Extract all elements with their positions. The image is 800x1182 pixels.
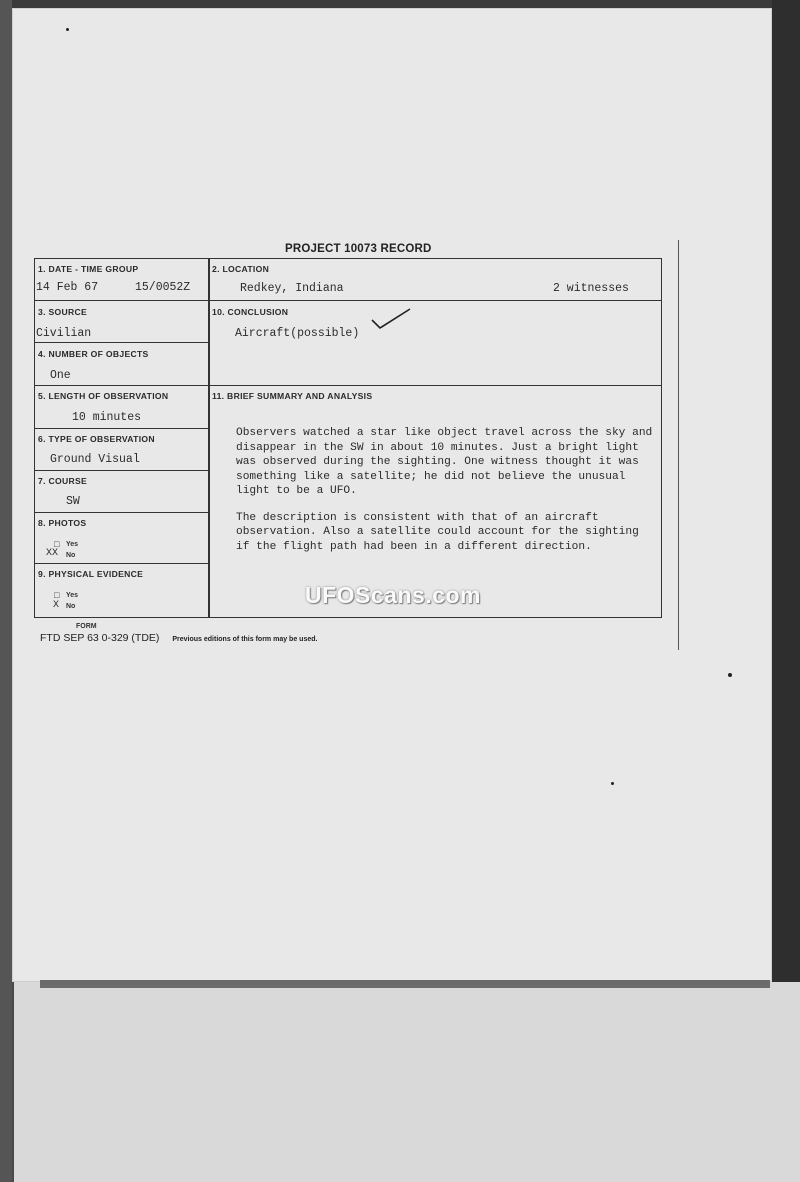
watermark: UFOScans.com [305, 582, 481, 608]
speck [66, 28, 69, 31]
footer-form-word: FORM [76, 623, 97, 630]
margin-line [678, 240, 679, 650]
summary-text [236, 426, 656, 566]
date-value: 14 Feb 67 [36, 281, 99, 294]
witnesses-value: 2 witnesses [553, 282, 629, 295]
summary-paragraph-2: The description is consistent with that of an aircraft observation. Also a satellite could account for the sighting if the flight path had been in a different direction. [236, 511, 639, 553]
location-value: Redkey, Indiana [240, 282, 344, 295]
type-label: 6. TYPE OF OBSERVATION [38, 434, 155, 444]
evidence-no-label: No [66, 603, 76, 610]
time-value: 15/0052Z [135, 281, 191, 294]
sheet-shadow-line [40, 980, 770, 988]
photos-yes-box: □ [54, 539, 60, 549]
row-divider [34, 470, 208, 471]
photos-label: 8. PHOTOS [38, 518, 87, 528]
evidence-yes-label: Yes [66, 592, 79, 599]
row-divider [34, 512, 208, 513]
footer [40, 632, 317, 644]
form-note: Previous editions of this form may be used. [172, 636, 318, 643]
type-value: Ground Visual [50, 453, 140, 466]
length-label: 5. LENGTH OF OBSERVATION [38, 391, 169, 401]
record-title: PROJECT 10073 RECORD [285, 243, 432, 255]
date-label: 1. DATE - TIME GROUP [38, 264, 139, 274]
source-label: 3. SOURCE [38, 307, 88, 317]
checkmark-icon [370, 306, 414, 334]
row-divider [34, 300, 662, 301]
row-divider [34, 428, 208, 429]
evidence-no-mark: X [53, 600, 60, 611]
evidence-label: 9. PHYSICAL EVIDENCE [38, 569, 144, 579]
sheet-background [14, 982, 800, 1182]
row-divider [34, 563, 208, 564]
course-label: 7. COURSE [38, 476, 88, 486]
conclusion-label: 10. CONCLUSION [212, 307, 289, 317]
scan-left-edge [0, 0, 12, 1182]
objects-value: One [50, 369, 71, 382]
row-divider [34, 342, 208, 343]
column-divider [208, 258, 210, 618]
summary-paragraph-1: Observers watched a star like object travel across the sky and disappear in the SW in about 10 minutes. Just a bright light was observed during the sighting. One witness thought it was something like a satellite; he did not believe the unusual light to be a UFO. [236, 427, 653, 497]
photos-yes-label: Yes [66, 541, 79, 548]
row-divider [34, 385, 662, 386]
evidence-yes-box: □ [54, 590, 60, 600]
photos-no-label: No [66, 552, 76, 559]
length-value: 10 minutes [72, 411, 142, 424]
course-value: SW [66, 495, 80, 508]
conclusion-value: Aircraft(possible) [235, 327, 360, 340]
objects-label: 4. NUMBER OF OBJECTS [38, 349, 149, 359]
photos-no-mark: XX [46, 548, 59, 559]
speck [611, 782, 614, 785]
scan-right-edge [772, 0, 800, 982]
speck [728, 673, 732, 677]
scan-top-edge [0, 0, 800, 8]
form-code: FTD SEP 63 0-329 (TDE) [40, 632, 160, 644]
summary-label: 11. BRIEF SUMMARY AND ANALYSIS [212, 391, 373, 401]
source-value: Civilian [36, 327, 92, 340]
location-label: 2. LOCATION [212, 264, 270, 274]
